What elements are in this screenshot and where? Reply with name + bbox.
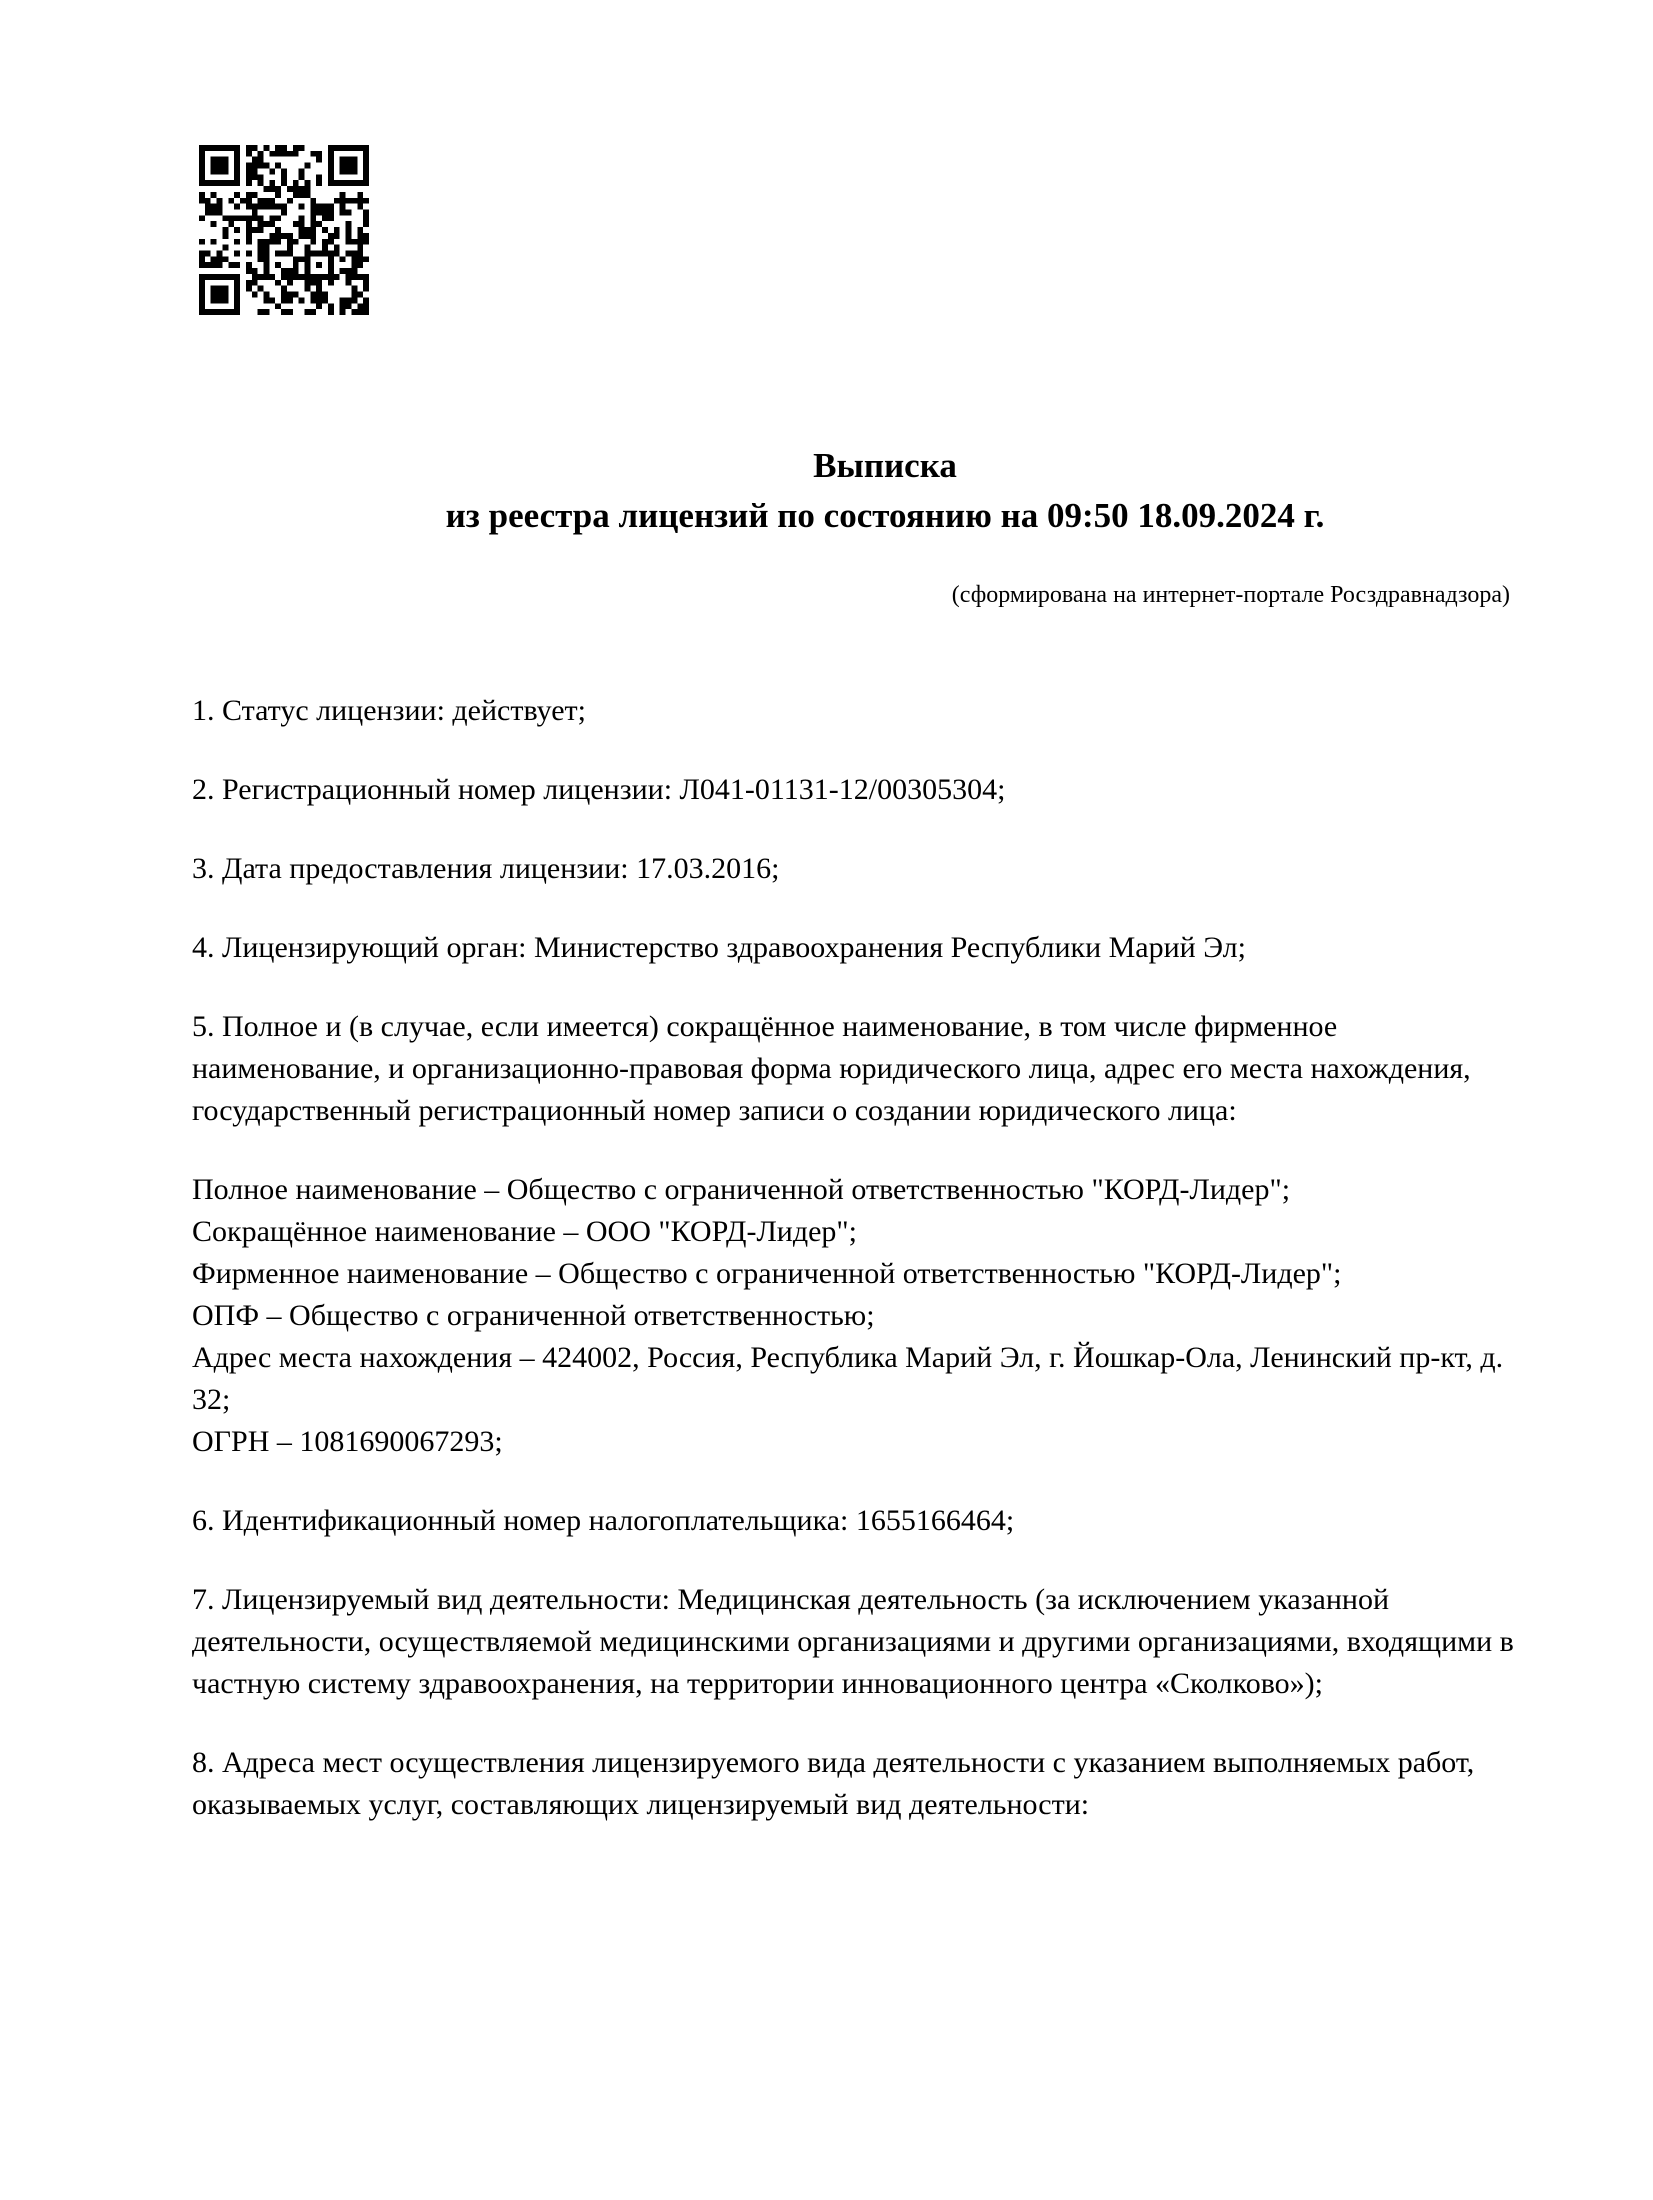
- activity-addresses-intro: 8. Адреса мест осуществления лицензируемого вида деятельности с указанием выполняемых работ, оказываемых услуг, составляющих лицензируемый вид деятельности:: [192, 1746, 1475, 1821]
- entity-name-intro: 5. Полное и (в случае, если имеется) сокращённое наименование, в том числе фирменное наименование, и организационно-правовая форма юридического лица, адрес его места нахождения, государственный регистрационный номер записи о создании юридического лица:: [192, 1010, 1471, 1127]
- entity-full-name: Полное наименование – Общество с ограниченной ответственностью "КОРД-Лидер";: [192, 1173, 1291, 1206]
- entity-ogrn: ОГРН – 1081690067293;: [192, 1425, 503, 1458]
- title-line-1: Выписка: [813, 446, 957, 485]
- qr-code-icon: [199, 145, 369, 315]
- entity-brand-name: Фирменное наименование – Общество с ограниченной ответственностью "КОРД-Лидер";: [192, 1257, 1342, 1290]
- title-line-2: из реестра лицензий по состоянию на 09:50 18.09.2024 г.: [445, 496, 1325, 535]
- entity-address: Адрес места нахождения – 424002, Россия, Республика Марий Эл, г. Йошкар-Ола, Ленинский пр-кт, д. 32;: [192, 1341, 1504, 1416]
- document-body: [192, 690, 1514, 1863]
- licensed-activity: 7. Лицензируемый вид деятельности: Медицинская деятельность (за исключением указанной деятельности, осуществляемой медицинскими организациями и другими организациями, входящими в частную систему здравоохранения, на территории инновационного центра «Сколково»);: [192, 1583, 1514, 1700]
- entity-legal-form: ОПФ – Общество с ограниченной ответственностью;: [192, 1299, 875, 1332]
- document-title: [226, 441, 1544, 541]
- licensing-authority: 4. Лицензирующий орган: Министерство здравоохранения Республики Марий Эл;: [192, 931, 1246, 964]
- document-subtitle: (сформирована на интернет-портале Росздравнадзора): [951, 582, 1510, 608]
- license-registration-number: 2. Регистрационный номер лицензии: Л041-01131-12/00305304;: [192, 773, 1006, 806]
- taxpayer-id: 6. Идентификационный номер налогоплательщика: 1655166464;: [192, 1504, 1015, 1537]
- entity-details: [192, 1169, 1514, 1463]
- entity-short-name: Сокращённое наименование – ООО "КОРД-Лидер";: [192, 1215, 858, 1248]
- license-status: 1. Статус лицензии: действует;: [192, 694, 586, 727]
- license-grant-date: 3. Дата предоставления лицензии: 17.03.2016;: [192, 852, 780, 885]
